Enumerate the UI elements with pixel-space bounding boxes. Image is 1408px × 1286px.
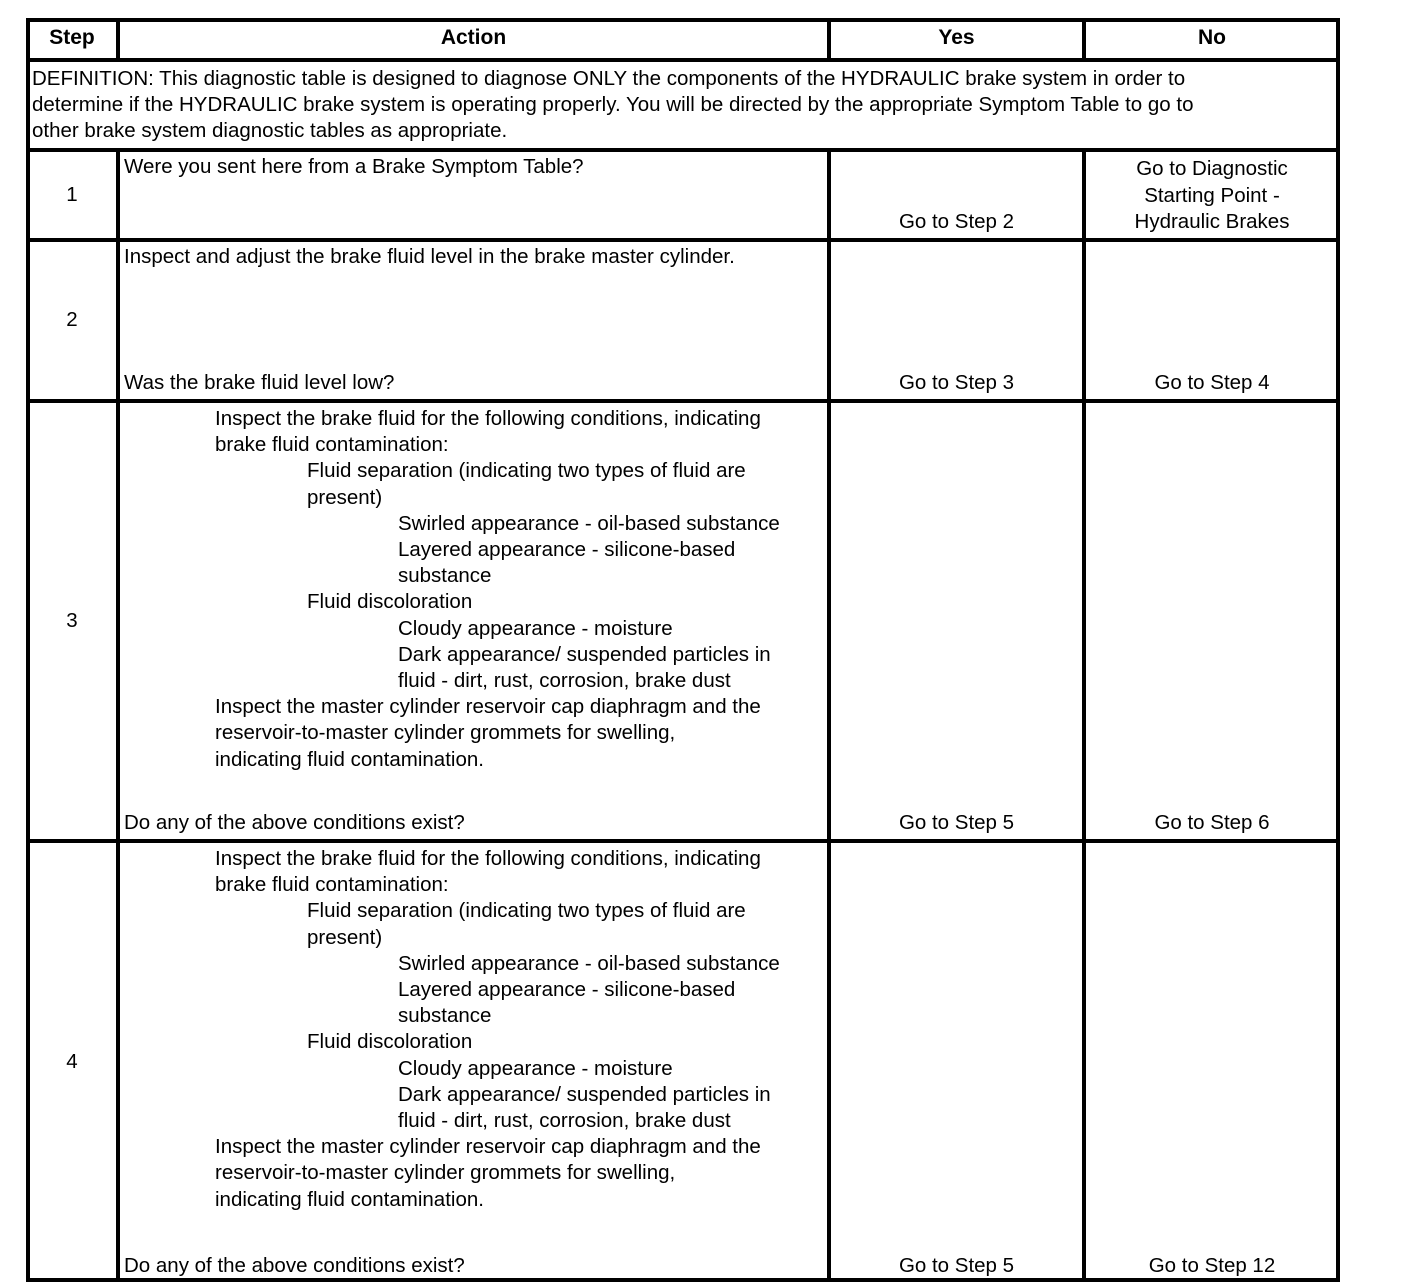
action-line: reservoir-to-master cylinder grommets for swelling, — [215, 721, 676, 745]
yes-link-step-3[interactable]: Go to Step 3 — [898, 370, 1015, 394]
action-line: Inspect the brake fluid for the following conditions, indicating — [215, 847, 761, 870]
action-line: indicating fluid contamination. — [215, 1187, 484, 1211]
header-no: No — [1198, 25, 1226, 49]
action-line: indicating fluid contamination. — [215, 747, 484, 771]
definition-line: DEFINITION: This diagnostic table is designed to diagnose ONLY the components of the HYDRAULIC brake system in order to — [32, 67, 1186, 90]
yes-link-step-5[interactable]: Go to Step 5 — [898, 1253, 1015, 1277]
action-line: brake fluid contamination: — [215, 433, 449, 457]
action-line: Dark appearance/ suspended particles in — [398, 1082, 771, 1106]
action-line: Inspect the brake fluid for the following conditions, indicating — [215, 407, 761, 430]
action-line: Fluid separation (indicating two types of fluid are — [307, 899, 746, 923]
step-number: 4 — [66, 1050, 78, 1074]
step-number: 2 — [66, 308, 78, 332]
action-text: Were you sent here from a Brake Symptom Table? — [124, 155, 584, 178]
header-action: Action — [440, 25, 507, 49]
action-line: Layered appearance - silicone-based — [398, 978, 736, 1002]
column-divider — [1082, 148, 1086, 1282]
action-line: fluid - dirt, rust, corrosion, brake dust — [398, 669, 731, 693]
no-link-step-4[interactable]: Go to Step 4 — [1154, 370, 1270, 394]
column-divider — [116, 18, 120, 58]
no-text-line: Starting Point - — [1144, 183, 1280, 207]
action-line: Fluid discoloration — [307, 1030, 473, 1054]
step-row-2 — [26, 238, 1340, 399]
no-text-line: Hydraulic Brakes — [1134, 209, 1290, 233]
definition-text — [26, 62, 1340, 145]
action-question: Do any of the above conditions exist? — [124, 810, 465, 834]
header-step: Step — [49, 25, 95, 49]
header-yes: Yes — [938, 25, 975, 49]
action-line: Dark appearance/ suspended particles in — [398, 642, 771, 666]
action-line: Cloudy appearance - moisture — [398, 616, 673, 640]
action-line: substance — [398, 1004, 492, 1028]
action-line: Fluid separation (indicating two types of fluid are — [307, 459, 746, 483]
no-link-step-6[interactable]: Go to Step 6 — [1154, 810, 1270, 834]
action-line: reservoir-to-master cylinder grommets for swelling, — [215, 1161, 676, 1185]
action-line: Swirled appearance - oil-based substance — [398, 511, 780, 535]
column-divider — [827, 18, 831, 58]
action-text: Inspect and adjust the brake fluid level in the brake master cylinder. — [124, 245, 735, 268]
action-question: Do any of the above conditions exist? — [124, 1253, 465, 1277]
action-line: Inspect the master cylinder reservoir cap diaphragm and the — [215, 695, 761, 719]
yes-link-step-2[interactable]: Go to Step 2 — [898, 209, 1015, 233]
table-header-row — [26, 18, 1340, 58]
no-link-step-12[interactable]: Go to Step 12 — [1148, 1253, 1276, 1277]
no-link-diagnostic-starting-point[interactable] — [1084, 152, 1340, 238]
definition-line: other brake system diagnostic tables as appropriate. — [32, 119, 508, 143]
action-line: substance — [398, 564, 492, 588]
action-line: Cloudy appearance - moisture — [398, 1056, 673, 1080]
step-action — [118, 403, 829, 839]
action-line: present) — [307, 925, 383, 949]
yes-link-step-5[interactable]: Go to Step 5 — [898, 810, 1015, 834]
step-action — [118, 152, 829, 238]
step-row-4 — [26, 839, 1340, 1282]
step-number: 3 — [66, 608, 78, 632]
step-row-1 — [26, 148, 1340, 238]
definition-row — [26, 58, 1340, 148]
step-action — [118, 843, 829, 1282]
definition-line: determine if the HYDRAULIC brake system is operating properly. You will be directed by the appropriate Symptom Table to go to — [32, 93, 1194, 117]
action-line: brake fluid contamination: — [215, 873, 449, 897]
action-line: present) — [307, 485, 383, 509]
action-line: fluid - dirt, rust, corrosion, brake dust — [398, 1109, 731, 1133]
column-divider — [827, 148, 831, 1282]
no-text-line: Go to Diagnostic — [1136, 157, 1288, 181]
action-line: Swirled appearance - oil-based substance — [398, 951, 780, 975]
action-line: Layered appearance - silicone-based — [398, 538, 736, 562]
action-question: Was the brake fluid level low? — [124, 370, 395, 394]
step-row-3 — [26, 399, 1340, 839]
step-action — [118, 242, 829, 399]
step-number: 1 — [66, 182, 78, 206]
column-divider — [1082, 18, 1086, 58]
action-line: Inspect the master cylinder reservoir cap diaphragm and the — [215, 1135, 761, 1159]
column-divider — [116, 148, 120, 1282]
action-line: Fluid discoloration — [307, 590, 473, 614]
